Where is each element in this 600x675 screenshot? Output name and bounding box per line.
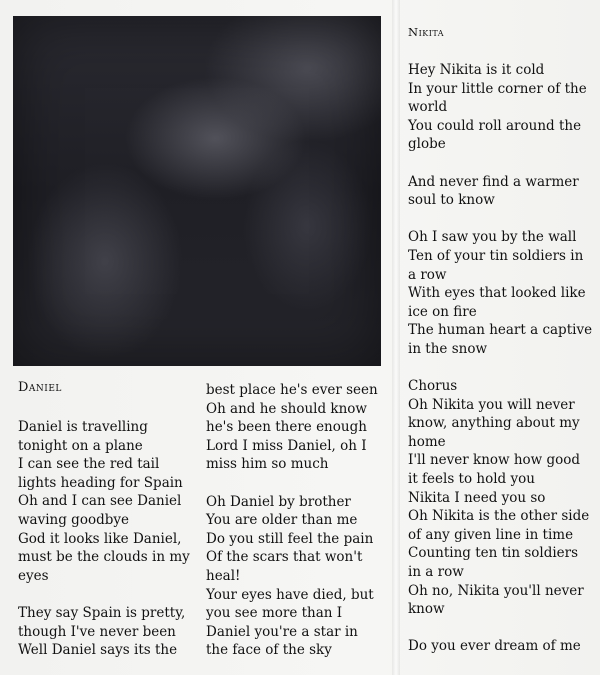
lyric-line: know, anything about my — [408, 415, 580, 432]
nikita-lyrics — [408, 61, 592, 656]
lyric-line: home — [408, 433, 446, 450]
daniel-lyrics-column-1 — [18, 418, 190, 660]
lyric-line: Oh Nikita you will never — [408, 396, 575, 413]
lyric-line: Your eyes have died, but — [206, 586, 374, 603]
page-fold — [392, 0, 400, 675]
stanza-break — [408, 210, 592, 229]
lyric-line: You are older than me — [206, 512, 358, 529]
lyric-line: soul to know — [408, 192, 495, 209]
lyric-line: Oh Nikita is the other side — [408, 508, 590, 525]
lyric-line: heal! — [206, 567, 241, 584]
lyric-line: And never find a warmer — [408, 173, 579, 190]
photo — [13, 16, 381, 366]
lyric-line: must be the clouds in my — [18, 549, 190, 566]
lyric-line: Oh and he should know — [206, 400, 367, 417]
lyric-line: eyes — [18, 567, 49, 584]
lyric-line: waving goodbye — [18, 511, 129, 528]
nikita-title: Nikita — [408, 25, 445, 39]
lyric-line: You could roll around the — [408, 117, 582, 134]
stanza-break — [206, 474, 378, 493]
lyric-line: in a row — [408, 564, 464, 581]
lyric-line: Chorus — [408, 378, 458, 395]
lyric-line: With eyes that looked like — [408, 285, 586, 302]
daniel-lyrics-column-2 — [206, 381, 378, 660]
lyric-line: Lord I miss Daniel, oh I — [206, 437, 367, 454]
lyric-line: know — [408, 601, 445, 618]
lyric-line: Well Daniel says its the — [18, 642, 178, 659]
lyric-line: Oh no, Nikita you'll never — [408, 582, 584, 599]
lyric-line: Oh and I can see Daniel — [18, 493, 182, 510]
lyric-line: ice on fire — [408, 303, 477, 320]
lyric-line: of any given line in time — [408, 526, 574, 543]
lyric-line: Counting ten tin soldiers — [408, 545, 579, 562]
lyric-line: globe — [408, 136, 446, 153]
daniel-title: Daniel — [18, 380, 62, 395]
lyric-line: in the snow — [408, 340, 488, 357]
lyric-line: he's been there enough — [206, 419, 367, 436]
lyric-line: Daniel is travelling — [18, 419, 148, 435]
stanza-break — [18, 585, 190, 604]
lyric-line: tonight on a plane — [18, 437, 143, 454]
lyric-line: God it looks like Daniel, — [18, 530, 182, 547]
lyric-line: lights heading for Spain — [18, 474, 183, 491]
lyric-line: Daniel you're a star in — [206, 623, 358, 640]
lyric-line: Ten of your tin soldiers in — [408, 247, 584, 264]
stanza-break — [408, 619, 592, 638]
lyric-line: Oh I saw you by the wall — [408, 229, 577, 246]
lyric-line: Of the scars that won't — [206, 549, 363, 566]
lyric-line: They say Spain is pretty, — [18, 604, 186, 621]
lyric-line: best place he's ever seen — [206, 382, 378, 398]
lyric-line: Do you still feel the pain — [206, 530, 374, 547]
lyric-line: Nikita I need you so — [408, 489, 546, 506]
lyric-line: Hey Nikita is it cold — [408, 62, 545, 78]
lyric-line: it feels to hold you — [408, 471, 535, 488]
stanza-break — [408, 154, 592, 173]
lyric-line: you see more than I — [206, 605, 343, 622]
lyric-line: world — [408, 99, 448, 116]
lyric-line: miss him so much — [206, 456, 329, 473]
lyric-line: though I've never been — [18, 623, 176, 640]
lyric-line: the face of the sky — [206, 642, 332, 659]
lyric-line: a row — [408, 266, 447, 283]
lyric-line: Oh Daniel by brother — [206, 493, 351, 510]
lyric-line: In your little corner of the — [408, 80, 587, 97]
lyric-line: The human heart a captive — [408, 322, 593, 339]
lyric-line: I'll never know how good — [408, 452, 581, 469]
lyric-line: Do you ever dream of me — [408, 638, 581, 655]
lyric-line: I can see the red tail — [18, 456, 160, 473]
stanza-break — [408, 359, 592, 378]
